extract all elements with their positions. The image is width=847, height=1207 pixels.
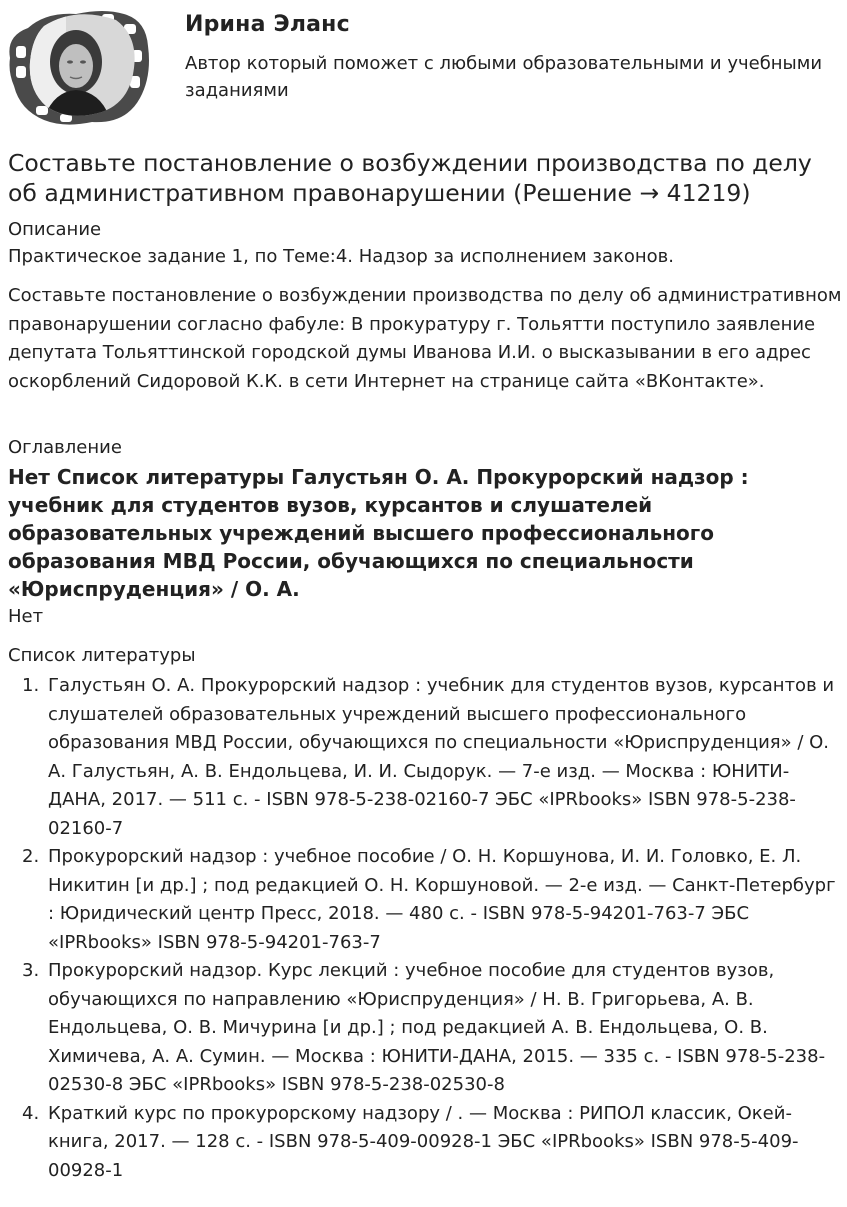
author-description: Автор который поможет с любыми образовательными и учебными заданиями (185, 53, 823, 101)
description-paragraph: Составьте постановление о возбуждении производства по делу об административном правонарушении согласно фабуле: В прокуратуру г. Тольятти поступило заявление депутата Тольяттинской городской думы Иванова И.И. о высказывании в его адрес оскорблений Сидоровой К.К. в сети Интернет на странице сайта «ВКонтакте». (8, 285, 842, 392)
reference-item (8, 843, 838, 957)
reference-item (8, 672, 838, 843)
reference-text: Прокурорский надзор : учебное пособие / О. Н. Коршунова, И. И. Головко, Е. Л. Никитин [и др.] ; под редакцией О. Н. Коршуновой. — 2-е изд. — Санкт-Петербург : Юридический центр Пресс, 2018. — 480 с. - ISBN 978-5-94201-763-7 ЭБС «IPRbooks» ISBN 978-5-94201-763-7 (48, 846, 836, 953)
author-avatar[interactable] (6, 6, 152, 128)
author-name[interactable]: Ирина Эланс (185, 12, 350, 37)
reference-number: 4. (22, 1102, 40, 1124)
page-title: Составьте постановление о возбуждении производства по делу об административном правонарушении (Решение → 41219) (8, 149, 812, 207)
reference-text: Краткий курс по прокурорскому надзору / . — Москва : РИПОЛ классик, Окей-книга, 2017. — 128 с. - ISBN 978-5-409-00928-1 ЭБС «IPRbooks» ISBN 978-5-409-00928-1 (48, 1102, 799, 1181)
description-label: Описание (8, 219, 102, 240)
reference-number: 3. (22, 960, 40, 981)
contents-bold-title: Нет Список литературы Галустьян О. А. Прокурорский надзор : учебник для студентов вузов, курсантов и слушателей образовательных учреждений высшего профессионального образования МВД России, обучающихся по специальности «Юриспруденция» / О. А. (8, 465, 749, 601)
reference-item (8, 1100, 838, 1186)
reference-text: Прокурорский надзор. Курс лекций : учебное пособие для студентов вузов, обучающихся по направлению «Юриспруденция» / Н. В. Григорьева, А. В. Ендольцева, О. В. Мичурина [и др.] ; под редакцией А. В. Ендольцева, О. В. Химичева, А. А. Сумин. — Москва : ЮНИТИ-ДАНА, 2015. — 335 с. - ISBN 978-5-238-02530-8 ЭБС «IPRbooks» ISBN 978-5-238-02530-8 (48, 960, 826, 1095)
reference-number: 2. (22, 846, 40, 867)
reference-text: Галустьян О. А. Прокурорский надзор : учебник для студентов вузов, курсантов и слушателей образовательных учреждений высшего профессионального образования МВД России, обучающихся по специальности «Юриспруденция» / О. А. Галустьян, А. В. Ендольцева, И. И. Сыдорук. — 7-е изд. — Москва : ЮНИТИ-ДАНА, 2017. — 511 с. - ISBN 978-5-238-02160-7 ЭБС «IPRbooks» ISBN 978-5-238-02160-7 (48, 675, 835, 839)
description-line: Практическое задание 1, по Теме:4. Надзор за исполнением законов. (8, 246, 674, 267)
references-label: Список литературы (8, 645, 196, 666)
contents-label: Оглавление (8, 437, 122, 458)
author-photo-icon (6, 6, 152, 128)
contents-value: Нет (8, 606, 44, 627)
author-block (0, 0, 847, 135)
reference-item (8, 957, 838, 1100)
reference-number: 1. (22, 675, 40, 696)
references-list (8, 672, 838, 1185)
